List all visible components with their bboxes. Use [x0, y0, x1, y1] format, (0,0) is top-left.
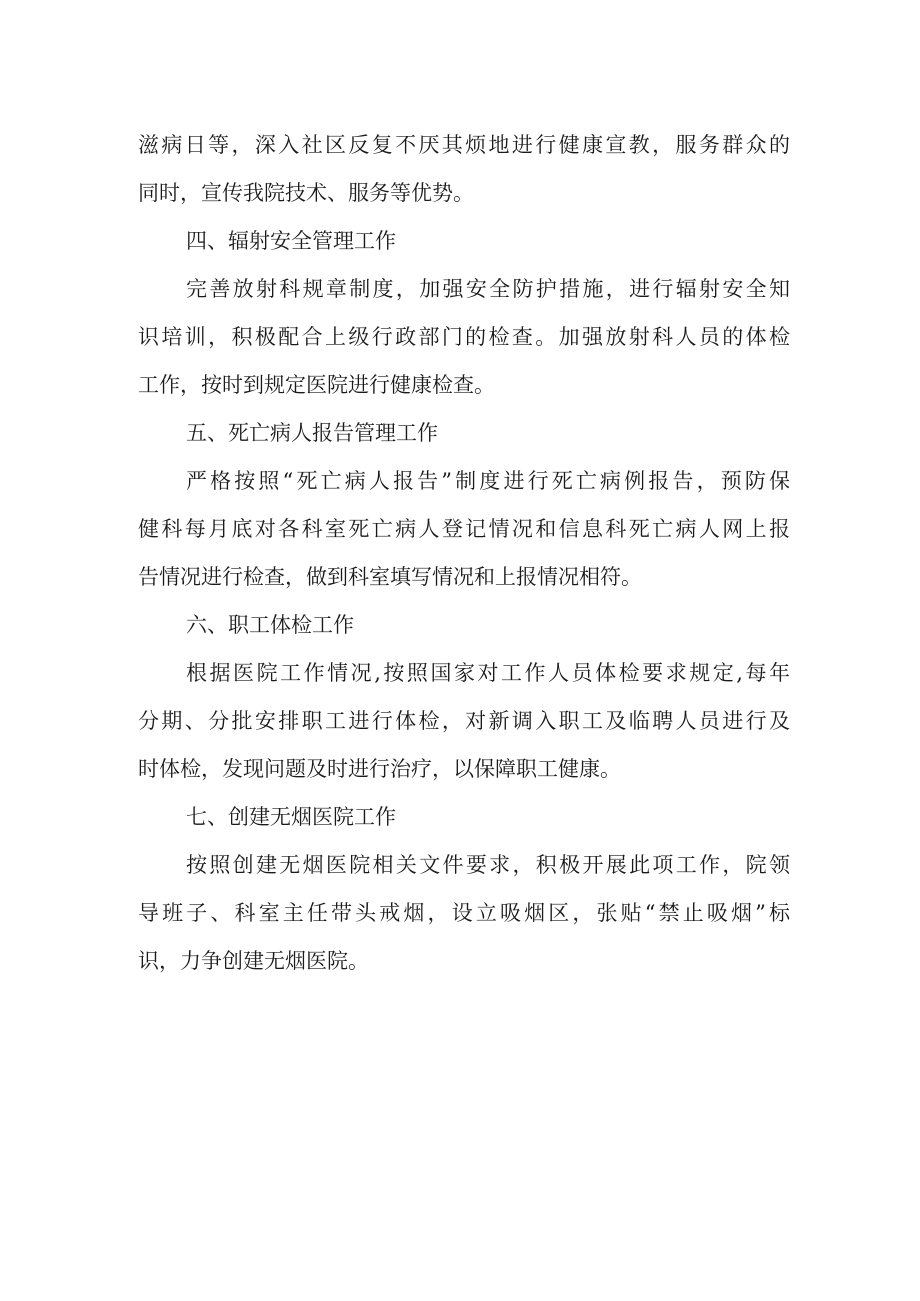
paragraph-line: 分期、分批安排职工进行体检，对新调入职工及临聘人员进行及 [138, 709, 790, 733]
section-heading: 六、职工体检工作 [186, 613, 354, 637]
section-heading: 七、创建无烟医院工作 [186, 805, 396, 829]
paragraph-line: 时体检，发现问题及时进行治疗，以保障职工健康。 [138, 757, 621, 781]
paragraph-line: 根据医院工作情况,按照国家对工作人员体检要求规定,每年 [186, 661, 790, 685]
paragraph-line: 严格按照“死亡病人报告”制度进行死亡病例报告，预防保 [186, 469, 790, 493]
paragraph-line: 按照创建无烟医院相关文件要求，积极开展此项工作，院领 [186, 853, 790, 877]
paragraph-line: 识培训，积极配合上级行政部门的检查。加强放射科人员的体检 [138, 325, 790, 349]
paragraph-line: 识，力争创建无烟医院。 [138, 949, 369, 973]
paragraph-line: 告情况进行检查，做到科室填写情况和上报情况相符。 [138, 565, 642, 589]
paragraph-line: 同时，宣传我院技术、服务等优势。 [138, 181, 474, 205]
paragraph-line: 工作，按时到规定医院进行健康检查。 [138, 373, 495, 397]
paragraph-line: 完善放射科规章制度，加强安全防护措施，进行辐射安全知 [186, 277, 790, 301]
paragraph-line: 健科每月底对各科室死亡病人登记情况和信息科死亡病人网上报 [138, 517, 790, 541]
paragraph-line: 导班子、科室主任带头戒烟，设立吸烟区，张贴“禁止吸烟”标 [138, 901, 790, 925]
section-heading: 五、死亡病人报告管理工作 [186, 421, 438, 445]
document-body [138, 121, 790, 985]
paragraph-line: 滋病日等，深入社区反复不厌其烦地进行健康宣教，服务群众的 [138, 133, 790, 157]
section-heading: 四、辐射安全管理工作 [186, 229, 396, 253]
